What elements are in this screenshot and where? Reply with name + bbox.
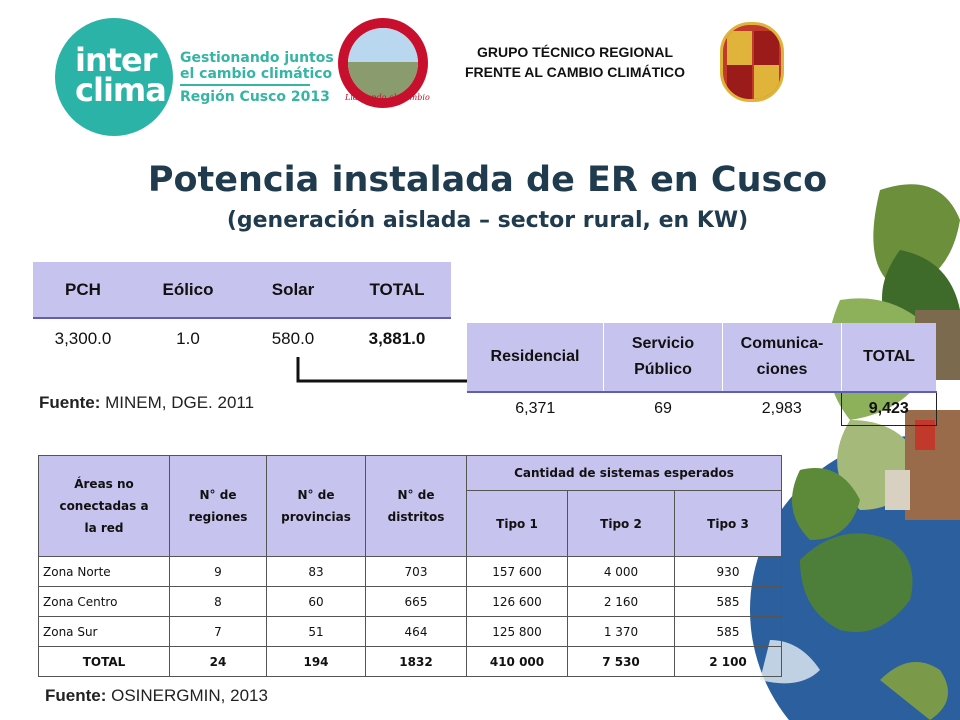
- systems-expected-table: [38, 455, 782, 677]
- value-pch: 3,300.0: [54, 329, 112, 348]
- source-label: Fuente:: [45, 686, 107, 705]
- cell-tipo-3: 585: [675, 617, 782, 647]
- cell-tipo-2: 1 370: [568, 617, 675, 647]
- value-solar: 580.0: [271, 329, 315, 348]
- cell-tipo-1: 126 600: [467, 587, 568, 617]
- cell-tipo-1: 410 000: [467, 647, 568, 677]
- header-provincias-line1: N° de: [297, 488, 335, 502]
- group-name-line2: FRENTE AL CAMBIO CLIMÁTICO: [464, 64, 686, 80]
- cell-tipo-3: 2 100: [675, 647, 782, 677]
- cusco-coat-of-arms: [720, 22, 784, 102]
- header-distritos-line1: N° de: [397, 488, 435, 502]
- header-total-2-label: TOTAL: [863, 348, 915, 365]
- value-total: 3,881.0: [368, 329, 426, 348]
- tagline-line1: Gestionando juntos: [180, 50, 334, 66]
- value-comunicaciones: 2,983: [761, 400, 802, 418]
- cell-tipo-3: 585: [675, 587, 782, 617]
- cell-zone: TOTAL: [39, 647, 170, 677]
- interclima-logo: [55, 18, 173, 136]
- installed-power-table: [33, 262, 451, 359]
- header-areas-line2: conectadas a: [59, 499, 149, 513]
- header-areas-line1: Áreas no: [74, 477, 134, 491]
- header-areas: [39, 456, 170, 557]
- header-regiones: [170, 456, 267, 557]
- cell-provincias: 51: [267, 617, 366, 647]
- header-servicio-publico: [604, 323, 723, 392]
- header-cantidad-group: Cantidad de sistemas esperados: [467, 456, 782, 491]
- cell-distritos: 1832: [366, 647, 467, 677]
- cell-distritos: 665: [366, 587, 467, 617]
- cell-regiones: 7: [170, 617, 267, 647]
- source-text: MINEM, DGE. 2011: [100, 393, 255, 412]
- cell-regiones: 9: [170, 557, 267, 587]
- cell-tipo-1: 157 600: [467, 557, 568, 587]
- group-name-line1: GRUPO TÉCNICO REGIONAL: [476, 44, 673, 60]
- header-servicio-line1: Servicio: [631, 335, 695, 352]
- value-residencial: 6,371: [515, 400, 556, 418]
- header-provincias: [267, 456, 366, 557]
- header-distritos: [366, 456, 467, 557]
- header-regiones-line2: regiones: [188, 510, 248, 524]
- cell-distritos: 703: [366, 557, 467, 587]
- cell-regiones: 24: [170, 647, 267, 677]
- source-minem: [39, 393, 254, 413]
- cell-zone: Zona Centro: [39, 587, 170, 617]
- header-regiones-line1: N° de: [199, 488, 237, 502]
- cell-provincias: 60: [267, 587, 366, 617]
- table-row: [39, 617, 782, 647]
- group-name: [440, 42, 710, 82]
- page-title: Potencia instalada de ER en Cusco: [147, 160, 828, 200]
- source-label: Fuente:: [39, 393, 101, 412]
- header-comunicaciones: [723, 323, 842, 392]
- source-text: OSINERGMIN, 2013: [106, 686, 268, 705]
- cell-provincias: 83: [267, 557, 366, 587]
- cell-tipo-3: 930: [675, 557, 782, 587]
- page-subtitle: (generación aislada – sector rural, en KW): [226, 208, 749, 233]
- header-eolico: Eólico: [133, 262, 243, 318]
- header-tipo-3: Tipo 3: [675, 491, 782, 557]
- header-total-2: [842, 323, 937, 392]
- logo-word-clima: clima: [75, 71, 166, 109]
- header-residencial: [467, 323, 604, 392]
- header-total: TOTAL: [343, 262, 451, 318]
- header-tipo-2: Tipo 2: [568, 491, 675, 557]
- arrow-connector: [295, 355, 485, 395]
- value-servicio-publico: 69: [654, 400, 672, 418]
- header-areas-line3: la red: [84, 521, 124, 535]
- header-provincias-line2: provincias: [281, 510, 351, 524]
- header-solar: Solar: [243, 262, 343, 318]
- seal-motto: Liderando el Cambio: [345, 93, 430, 102]
- source-osinergmin: [45, 686, 268, 706]
- value-eolico: 1.0: [176, 329, 200, 348]
- cell-zone: Zona Sur: [39, 617, 170, 647]
- tagline-divider: [180, 84, 310, 86]
- table-total-row: [39, 647, 782, 677]
- cell-zone: Zona Norte: [39, 557, 170, 587]
- tagline-line3: Región Cusco 2013: [180, 89, 330, 105]
- cell-regiones: 8: [170, 587, 267, 617]
- logo-word-inter: inter: [75, 41, 157, 79]
- cell-provincias: 194: [267, 647, 366, 677]
- table-row: [39, 587, 782, 617]
- cell-tipo-2: 7 530: [568, 647, 675, 677]
- header-servicio-line2: Público: [634, 361, 692, 378]
- header-comunicaciones-line1: Comunica-: [740, 335, 824, 352]
- table-row: [39, 557, 782, 587]
- header-pch: PCH: [33, 262, 133, 318]
- value-total-2: 9,423: [842, 392, 937, 426]
- cell-tipo-1: 125 800: [467, 617, 568, 647]
- header-residencial-label: Residencial: [490, 348, 580, 365]
- header-tipo-1: Tipo 1: [467, 491, 568, 557]
- cell-tipo-2: 4 000: [568, 557, 675, 587]
- header-distritos-line2: distritos: [387, 510, 445, 524]
- header-comunicaciones-line2: ciones: [756, 361, 808, 378]
- solar-usage-table: [467, 323, 937, 426]
- cell-tipo-2: 2 160: [568, 587, 675, 617]
- cell-distritos: 464: [366, 617, 467, 647]
- tagline-line2: el cambio climático: [180, 66, 333, 82]
